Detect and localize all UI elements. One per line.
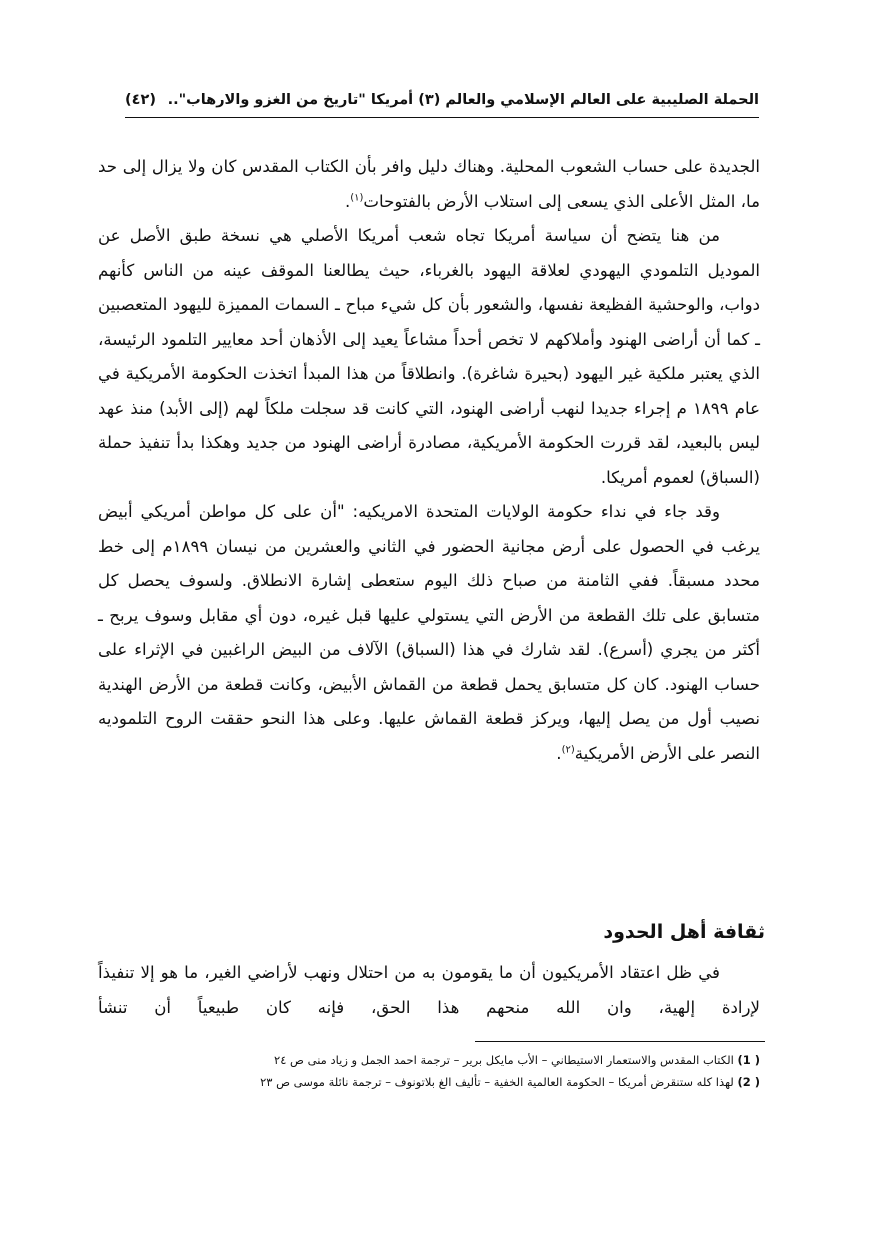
paragraph-1-end: . [344, 191, 351, 211]
footnote-1-mark: ( 1) [737, 1053, 760, 1067]
footnote-ref-2[interactable]: (٢) [561, 743, 575, 755]
header-divider [125, 117, 759, 118]
footnote-ref-1[interactable]: (١) [350, 191, 364, 203]
paragraph-1-text: الجديدة على حساب الشعوب المحلية. وهناك دليل وافر بأن الكتاب المقدس كان ولا يزال إلى حد ما، المثل الأعلى الذي يسعى إلى استلاب الأرض بالفتوحات [98, 157, 760, 211]
footnote-2-text: لهذا كله ستنقرض أمريكا – الحكومة العالمية الخفية – تأليف الغ بلاتونوف – ترجمة نائلة موسى ص ٢٣ [260, 1074, 734, 1089]
paragraph-3 [98, 495, 760, 771]
footnote-1 [110, 1050, 760, 1072]
section-heading: ثقافة أهل الحدود [603, 921, 765, 943]
footnote-divider [475, 1041, 765, 1042]
footnote-1-text: الكتاب المقدس والاستعمار الاستيطاني – الأب مايكل برير – ترجمة احمد الجمل و زياد منى ص ٢٤ [274, 1053, 734, 1067]
paragraph-2: من هنا يتضح أن سياسة أمريكا تجاه شعب أمريكا الأصلي هي نسخة طبق الأصل عن الموديل التلمودي اليهودي لعلاقة اليهود بالغرباء، حيث يطالعنا الموقف عينه من الناس كأنهم دواب، والوحشية الفظيعة نفسها، والشعور بأن كل شيء مباح ـ السمات المميزة لليهود المتعصبين ـ كما أن أراضى الهنود وأملاكهم لا تخص أحداً مشاعاً يعيد إلى الأذهان أحد معايير التلمود الرئيسة، الذي يعتبر ملكية غير اليهود (بحيرة شاغرة). وانطلاقاً من هذا المبدأ اتخذت الحكومة الأمريكية في عام ١٨٩٩ م إجراء جديدا لنهب أراضى الهنود، التي كانت قد سجلت ملكاً لهم (إلى الأبد) منذ عهد ليس بالبعيد، لقد قررت الحكومة الأمريكية، مصادرة أراضى الهنود من جديد وهكذا بدأ تنفيذ حملة (السباق) لعموم أمريكا. [98, 226, 760, 487]
footnotes [110, 1050, 760, 1093]
footnote-2 [110, 1072, 760, 1094]
section-body [98, 956, 760, 1025]
paragraph-1 [98, 150, 760, 219]
section-paragraph: في ظل اعتقاد الأمريكيون أن ما يقومون به من احتلال ونهب لأراضي الغير، ما هو إلا تنفيذاً لإرادة إلهية، وان الله منحهم هذا الحق، فإنه كان طبيعياً أن تنشأ [98, 963, 760, 1017]
page-number: (٤٢) [125, 92, 156, 108]
main-body [98, 150, 760, 771]
running-header [125, 86, 759, 114]
paragraph-3-end: . [556, 743, 562, 763]
paragraph-3-text: وقد جاء في نداء حكومة الولايات المتحدة الامريكيه: "أن على كل مواطن أمريكي أبيض يرغب في الحصول على أرض مجانية الحضور في الثاني والعشرين من نيسان ١٨٩٩م إلى خط محدد مسبقاً. ففي الثامنة من صباح ذلك اليوم ستعطى إشارة الانطلاق. ولسوف يحصل كل متسابق على تلك القطعة من الأرض التي يستولي عليها قبل غيره، دون أي مقابل وسوف يربح ـ أكثر من يجري (أسرع). لقد شارك في هذا (السباق) الآلاف من البيض الراغبين في الإثراء على حساب الهنود. كان كل متسابق يحمل قطعة من القماش الأبيض، وكانت قطعة من الأرض الهندية نصيب أول من يصل إليها، ويركز قطعة القماش عليها. وعلى هذا النحو حققت الروح التلموديه النصر على الأرض الأمريكية [98, 502, 760, 763]
header-title: الحملة الصليبية على العالم الإسلامي والعالم (٣) أمريكا "تاريخ من الغزو والارهاب".. [167, 92, 759, 108]
footnote-2-mark: ( 2) [737, 1074, 760, 1089]
